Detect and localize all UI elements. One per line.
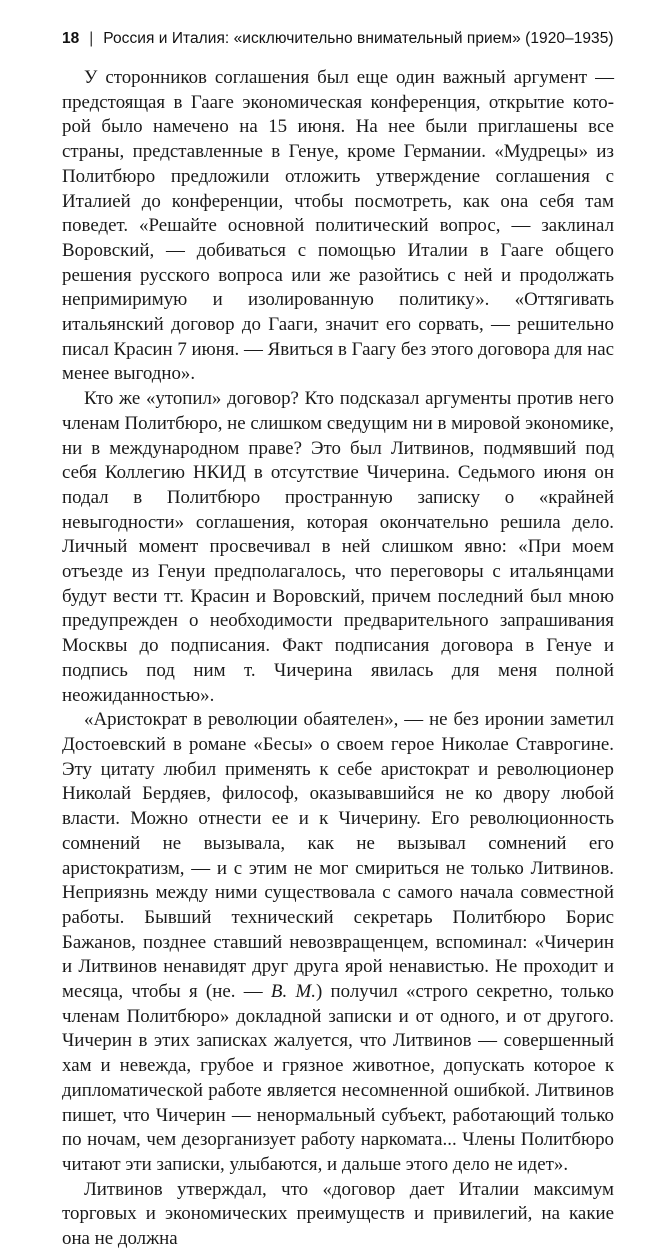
paragraph-2: Кто же «утопил» договор? Кто подсказал аргументы против него членам Политбюро, не слишком сведущим ни в мировой экономике, ни в международном праве? Это был Литвинов, подмявший под себя Коллегию НКИД в отсутствие Чичерина. Седьмого июня он подал в Политбюро пространную записку о «крайней невыгодности» соглашения, которая окончательно решила дело. Личный момент просвечивал в ней слишком явно: «При моем отъезде из Генуи предполагалось, что переговоры с итальянцами будут вести тт. Красин и Воровский, причем последний был мною предупрежден о необходимости предварительного запрашивания Москвы до подписания. Факт подписания договора в Генуе и подпись под ним т. Чичерина явилась для меня полной неожиданностью». xyxy=(62,388,615,706)
running-title: Россия и Италия: «исключительно внимательный прием» (1920–1935) xyxy=(103,30,614,47)
header-separator: | xyxy=(89,30,94,47)
author-initials: В. М. xyxy=(270,981,316,1003)
paragraph-3-part-1: «Аристократ в революции обаятелен», — не без иронии заметил Достоевский в романе «Бесы» о своем герое Николае Ставрогине. Эту цитату любил применять к себе аристократ и революционер Николай Бердяев, философ, оказывавшийся не ко двору любой власти. Можно отнести ее и к Чичерину. Его революционность сомнений не вызывала, как не вызывал сомнений его аристократизм, — и с этим не мог смириться не только Литвинов. Неприязнь между ними существовала с самого начала совместной работы. Бывший технический секретарь Политбюро Борис Бажанов, позднее ставший невозвращенцем, вспоминал: «Чичерин и Литвинов ненавидят друг друга ярой ненавистью. Не проходит и месяца, чтобы я (не. — xyxy=(62,709,614,1003)
body-text xyxy=(62,66,614,1252)
running-header xyxy=(62,30,614,54)
paragraph-3 xyxy=(62,708,614,1177)
page-number: 18 xyxy=(62,30,80,47)
paragraph-4: Литвинов утверждал, что «договор дает Италии максимум торговых и экономических преимуществ и привилегий, на какие она не должна xyxy=(62,1178,614,1250)
paragraph-1: У сторонников соглашения был еще один важный аргумент — предстоящая в Гааге экономическая конференция, открытие которой было намечено на 15 июня. На нее были приглашены все страны, представленные в Генуе, кроме Германии. «Мудрецы» из Политбюро предложили отложить утверждение соглашения с Италией до конференции, чтобы посмотреть, как она себя там поведет. «Решайте основной политический вопрос, — заклинал Воровский, — добиваться с помощью Италии в Гааге общего решения русского вопроса или же разойтись с ней и продолжать непримиримую и изолированную политику». «Оттягивать итальянский договор до Гааги, значит его сорвать, — решительно писал Красин 7 июня. — Явиться в Гаагу без этого договора для нас менее выгодно». xyxy=(62,67,614,385)
paragraph-3-part-2: ) получил «строго секретно, только членам Политбюро» докладной записки и от одного, и от другого. Чичерин в этих записках жалуется, что Литвинов — совершенный хам и невежда, грубое и грязное животное, допускать которое к дипломатической работе является несомненной ошибкой. Литвинов пишет, что Чичерин — ненормальный субъект, работающий только по ночам, чем дезорганизует работу наркомата... Члены Политбюро читают эти записки, улыбаются, и дальше этого дело не идет». xyxy=(62,981,614,1175)
